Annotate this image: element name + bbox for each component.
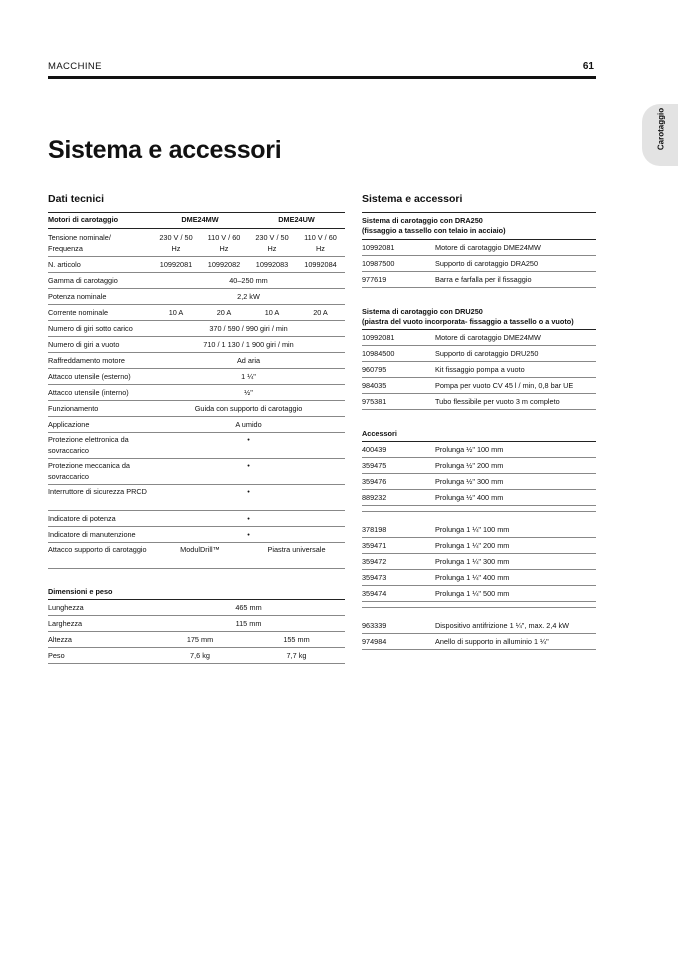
cell-value: 710 / 1 130 / 1 900 giri / min bbox=[203, 340, 294, 349]
row-label: Raffreddamento motore bbox=[48, 356, 125, 365]
cell-value: Piastra universale bbox=[267, 545, 326, 554]
table-row bbox=[48, 512, 345, 527]
item-desc: Tubo flessibile per vuoto 3 m completo bbox=[435, 397, 560, 406]
row-label: Indicatore di manutenzione bbox=[48, 530, 136, 539]
dru-rule bbox=[362, 329, 596, 330]
item-desc: Prolunga 1 ¼" 400 mm bbox=[435, 573, 510, 582]
list-item bbox=[362, 363, 596, 378]
list-item bbox=[362, 523, 596, 538]
table-row bbox=[48, 258, 345, 273]
cell-value: 155 mm bbox=[283, 635, 310, 644]
right-heading: Sistema e accessori bbox=[362, 193, 463, 205]
cell-value: 20 A bbox=[216, 308, 232, 317]
table-row bbox=[48, 528, 345, 543]
cell-value: 1 ¼" bbox=[241, 372, 256, 381]
item-code: 378198 bbox=[362, 525, 387, 534]
cell-value: 465 mm bbox=[235, 603, 262, 612]
row-label: Funzionamento bbox=[48, 404, 99, 413]
table-row bbox=[48, 274, 345, 289]
table-row bbox=[48, 544, 345, 569]
item-code: 963339 bbox=[362, 621, 387, 630]
item-code: 10984500 bbox=[362, 349, 395, 358]
item-desc: Supporto di carotaggio DRA250 bbox=[435, 259, 539, 268]
model-a-header: DME24MW bbox=[181, 215, 219, 224]
item-desc: Prolunga ½" 300 mm bbox=[435, 477, 504, 486]
cell-value: 110 V / 60 Hz bbox=[304, 233, 337, 253]
item-code: 974984 bbox=[362, 637, 387, 646]
header-section: MACCHINE bbox=[48, 61, 102, 72]
row-label: Applicazione bbox=[48, 420, 90, 429]
dra-subtitle: (fissaggio a tassello con telaio in acciaio) bbox=[362, 226, 506, 235]
row-label: Attacco supporto di carotaggio bbox=[48, 545, 147, 554]
accessories-rule bbox=[362, 441, 596, 442]
list-item bbox=[362, 571, 596, 586]
cell-value: 230 V / 50 Hz bbox=[255, 233, 289, 253]
row-label: Protezione meccanica da sovraccarico bbox=[48, 461, 130, 481]
dimensions-top-rule bbox=[48, 599, 345, 600]
item-desc: Motore di carotaggio DME24MW bbox=[435, 243, 541, 252]
side-tab-label: Carotaggio bbox=[656, 107, 666, 151]
cell-value: ModulDrill™ bbox=[180, 545, 220, 554]
dru-subtitle: (piastra del vuoto incorporata- fissaggio a tassello o a vuoto) bbox=[362, 317, 574, 326]
row-label: Indicatore di potenza bbox=[48, 514, 116, 523]
cell-value: • bbox=[247, 461, 250, 470]
cell-value: 110 V / 60 Hz bbox=[207, 233, 241, 253]
item-desc: Supporto di carotaggio DRU250 bbox=[435, 349, 539, 358]
item-code: 889232 bbox=[362, 493, 387, 502]
row-label: Attacco utensile (esterno) bbox=[48, 372, 131, 381]
dru-title: Sistema di carotaggio con DRU250 bbox=[362, 307, 483, 316]
table-row bbox=[48, 370, 345, 385]
cell-value: • bbox=[247, 435, 250, 444]
table-row bbox=[48, 486, 345, 511]
list-item bbox=[362, 331, 596, 346]
table-top-rule bbox=[48, 212, 345, 213]
cell-value: 175 mm bbox=[186, 635, 214, 644]
table-row bbox=[48, 434, 345, 459]
item-code: 359471 bbox=[362, 541, 387, 550]
cell-value: 7,7 kg bbox=[286, 651, 307, 660]
item-code: 975381 bbox=[362, 397, 387, 406]
header-rule bbox=[48, 76, 596, 79]
row-label: Larghezza bbox=[48, 619, 83, 628]
row-label: N. articolo bbox=[48, 260, 81, 269]
page-number: 61 bbox=[582, 61, 594, 72]
row-label: Numero di giri a vuoto bbox=[48, 340, 120, 349]
list-item bbox=[362, 379, 596, 394]
cell-value: 10992083 bbox=[255, 260, 289, 269]
item-desc: Prolunga 1 ¼" 500 mm bbox=[435, 589, 510, 598]
cell-value: 2,2 kW bbox=[237, 292, 260, 301]
model-b-header: DME24UW bbox=[278, 215, 315, 224]
list-item bbox=[362, 619, 596, 634]
table-row bbox=[48, 601, 345, 616]
cell-value: 20 A bbox=[313, 308, 328, 317]
item-code: 359472 bbox=[362, 557, 387, 566]
table-row bbox=[48, 354, 345, 369]
list-item bbox=[362, 257, 596, 272]
left-heading: Dati tecnici bbox=[48, 193, 105, 205]
cell-value: 10992082 bbox=[207, 260, 241, 269]
list-item bbox=[362, 555, 596, 570]
group-spacer bbox=[362, 507, 596, 512]
list-item bbox=[362, 241, 596, 256]
table-header-label: Motori di carotaggio bbox=[48, 215, 119, 224]
right-top-rule bbox=[362, 212, 596, 213]
list-item bbox=[362, 491, 596, 506]
table-row bbox=[48, 617, 345, 632]
item-code: 960795 bbox=[362, 365, 387, 374]
list-item bbox=[362, 459, 596, 474]
list-item bbox=[362, 347, 596, 362]
table-row bbox=[48, 633, 345, 648]
cell-value: A umido bbox=[235, 420, 262, 429]
cell-value: 7,6 kg bbox=[190, 651, 210, 660]
item-desc: Dispositivo antifrizione 1 ¼", max. 2,4 kW bbox=[435, 621, 569, 630]
row-label: Altezza bbox=[48, 635, 72, 644]
cell-value: Ad aria bbox=[236, 356, 261, 365]
row-label: Gamma di carotaggio bbox=[48, 276, 118, 285]
accessories-title: Accessori bbox=[362, 429, 397, 438]
table-row bbox=[48, 649, 345, 664]
item-desc: Prolunga ½" 100 mm bbox=[435, 445, 504, 454]
row-label: Corrente nominale bbox=[48, 308, 109, 317]
table-row bbox=[48, 418, 345, 433]
list-item bbox=[362, 475, 596, 490]
item-desc: Prolunga ½" 400 mm bbox=[435, 493, 504, 502]
item-desc: Prolunga ½" 200 mm bbox=[435, 461, 504, 470]
cell-value: 10 A bbox=[264, 308, 280, 317]
item-code: 977619 bbox=[362, 275, 387, 284]
cell-value: 10992084 bbox=[304, 260, 337, 269]
item-desc: Prolunga 1 ¼" 100 mm bbox=[435, 525, 510, 534]
list-item bbox=[362, 273, 596, 288]
row-label: Lunghezza bbox=[48, 603, 84, 612]
item-code: 359473 bbox=[362, 573, 387, 582]
list-item bbox=[362, 395, 596, 410]
dra-title: Sistema di carotaggio con DRA250 bbox=[362, 216, 483, 225]
item-code: 400439 bbox=[362, 445, 387, 454]
row-label: Interruttore di sicurezza PRCD bbox=[48, 487, 147, 496]
row-label: Peso bbox=[48, 651, 65, 660]
table-row bbox=[48, 402, 345, 417]
item-code: 10992081 bbox=[362, 243, 395, 252]
table-row bbox=[48, 322, 345, 337]
cell-value: • bbox=[247, 530, 250, 539]
table-row bbox=[48, 460, 345, 485]
list-item bbox=[362, 587, 596, 602]
item-code: 984035 bbox=[362, 381, 387, 390]
group-spacer bbox=[362, 603, 596, 608]
table-header-row bbox=[48, 214, 345, 229]
list-item bbox=[362, 539, 596, 554]
item-code: 10987500 bbox=[362, 259, 395, 268]
item-code: 359474 bbox=[362, 589, 387, 598]
cell-value: 370 / 590 / 990 giri / min bbox=[209, 324, 288, 333]
cell-value: ½" bbox=[244, 388, 253, 397]
item-desc: Pompa per vuoto CV 45 l / min, 0,8 bar UE bbox=[435, 381, 574, 390]
item-code: 10992081 bbox=[362, 333, 395, 342]
item-desc: Prolunga 1 ¼" 300 mm bbox=[435, 557, 510, 566]
cell-value: 40–250 mm bbox=[229, 276, 268, 285]
cell-value: 10 A bbox=[168, 308, 184, 317]
item-desc: Motore di carotaggio DME24MW bbox=[435, 333, 541, 342]
cell-value: • bbox=[247, 487, 250, 496]
cell-value: 10992081 bbox=[159, 260, 193, 269]
row-label: Tensione nominale/ Frequenza bbox=[48, 233, 111, 253]
table-row bbox=[48, 230, 345, 257]
item-desc: Barra e farfalla per il fissaggio bbox=[435, 275, 532, 284]
cell-value: 230 V / 50 Hz bbox=[159, 233, 193, 253]
list-item bbox=[362, 443, 596, 458]
row-label: Potenza nominale bbox=[48, 292, 107, 301]
row-label: Numero di giri sotto carico bbox=[48, 324, 133, 333]
cell-value: Guida con supporto di carotaggio bbox=[194, 404, 303, 413]
dra-rule bbox=[362, 239, 596, 240]
item-code: 359476 bbox=[362, 477, 387, 486]
table-row bbox=[48, 290, 345, 305]
table-row bbox=[48, 386, 345, 401]
cell-value: 115 mm bbox=[235, 619, 262, 628]
item-code: 359475 bbox=[362, 461, 387, 470]
row-label: Protezione elettronica da sovraccarico bbox=[48, 435, 129, 455]
item-desc: Prolunga 1 ¼" 200 mm bbox=[435, 541, 510, 550]
cell-value: • bbox=[247, 514, 250, 523]
page-title: Sistema e accessori bbox=[48, 136, 282, 164]
table-row bbox=[48, 338, 345, 353]
table-row bbox=[48, 306, 345, 321]
dimensions-heading: Dimensioni e peso bbox=[48, 587, 113, 596]
list-item bbox=[362, 635, 596, 650]
item-desc: Anello di supporto in alluminio 1 ¼" bbox=[435, 637, 549, 646]
row-label: Attacco utensile (interno) bbox=[48, 388, 129, 397]
item-desc: Kit fissaggio pompa a vuoto bbox=[435, 365, 525, 374]
